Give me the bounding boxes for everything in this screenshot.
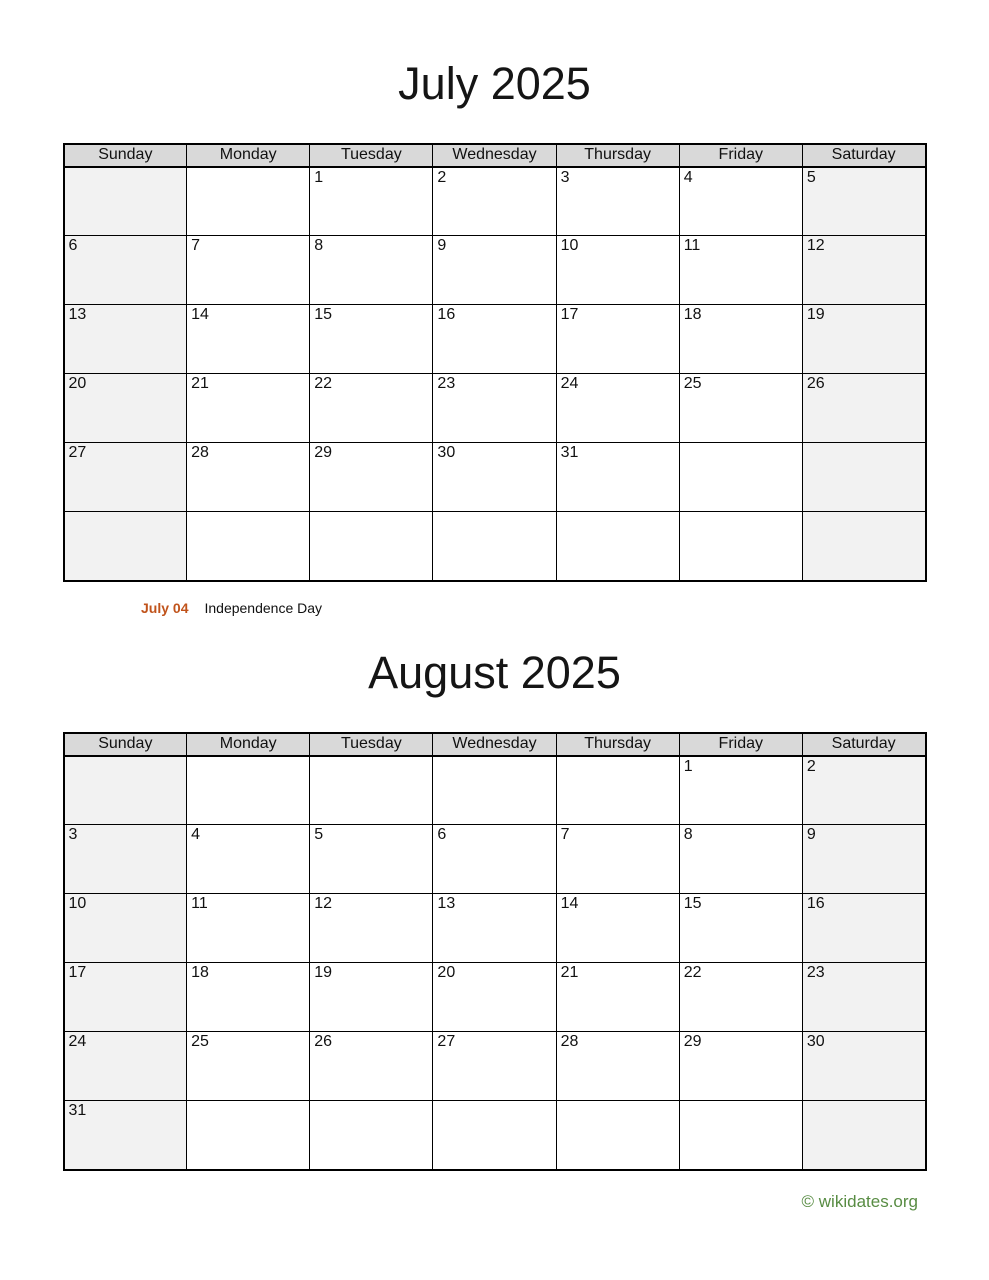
- day-header-wednesday: Wednesday: [433, 733, 556, 756]
- week-row: [64, 1101, 926, 1170]
- day-cell-august-9: 9: [802, 825, 925, 894]
- day-cell-july-31: 31: [556, 443, 679, 512]
- day-cell-july-8: 8: [310, 236, 433, 305]
- day-header-sunday: Sunday: [64, 733, 187, 756]
- day-cell-july-12: 12: [802, 236, 925, 305]
- day-cell-august-26: 26: [310, 1032, 433, 1101]
- day-cell-august-30: 30: [802, 1032, 925, 1101]
- day-header-sunday: Sunday: [64, 144, 187, 167]
- day-cell-empty: [556, 756, 679, 825]
- wikidates-footer-link[interactable]: © wikidates.org: [801, 1192, 918, 1211]
- day-cell-empty: [187, 756, 310, 825]
- day-cell-july-1: 1: [310, 167, 433, 236]
- day-cell-august-12: 12: [310, 894, 433, 963]
- week-row: [64, 443, 926, 512]
- day-cell-july-27: 27: [64, 443, 187, 512]
- day-cell-empty: [802, 443, 925, 512]
- day-cell-july-18: 18: [679, 305, 802, 374]
- august-calendar-table: [63, 732, 927, 1171]
- week-row: [64, 756, 926, 825]
- day-cell-august-3: 3: [64, 825, 187, 894]
- week-row: [64, 305, 926, 374]
- day-cell-august-6: 6: [433, 825, 556, 894]
- august-title: August 2025: [368, 646, 621, 698]
- day-cell-august-5: 5: [310, 825, 433, 894]
- day-cell-empty: [802, 512, 925, 581]
- day-cell-august-14: 14: [556, 894, 679, 963]
- day-cell-august-13: 13: [433, 894, 556, 963]
- week-row: [64, 236, 926, 305]
- day-cell-august-24: 24: [64, 1032, 187, 1101]
- day-cell-august-7: 7: [556, 825, 679, 894]
- day-header-thursday: Thursday: [556, 733, 679, 756]
- day-cell-empty: [802, 1101, 925, 1170]
- day-cell-empty: [310, 1101, 433, 1170]
- day-cell-empty: [556, 512, 679, 581]
- day-cell-august-18: 18: [187, 963, 310, 1032]
- note-event: Independence Day: [204, 599, 323, 616]
- day-cell-july-14: 14: [187, 305, 310, 374]
- july-calendar-table: [63, 143, 927, 582]
- week-row: [64, 374, 926, 443]
- day-cell-july-13: 13: [64, 305, 187, 374]
- day-cell-july-29: 29: [310, 443, 433, 512]
- day-header-saturday: Saturday: [802, 144, 925, 167]
- day-cell-july-3: 3: [556, 167, 679, 236]
- week-row: [64, 963, 926, 1032]
- day-cell-august-8: 8: [679, 825, 802, 894]
- day-cell-july-30: 30: [433, 443, 556, 512]
- day-header-wednesday: Wednesday: [433, 144, 556, 167]
- day-cell-july-9: 9: [433, 236, 556, 305]
- day-cell-empty: [433, 1101, 556, 1170]
- day-cell-empty: [64, 167, 187, 236]
- week-row: [64, 512, 926, 581]
- day-cell-empty: [64, 512, 187, 581]
- day-cell-july-6: 6: [64, 236, 187, 305]
- day-cell-august-17: 17: [64, 963, 187, 1032]
- day-cell-empty: [556, 1101, 679, 1170]
- day-cell-august-16: 16: [802, 894, 925, 963]
- day-cell-august-2: 2: [802, 756, 925, 825]
- day-cell-august-28: 28: [556, 1032, 679, 1101]
- day-cell-empty: [187, 512, 310, 581]
- day-header-row: [64, 733, 926, 756]
- day-cell-august-11: 11: [187, 894, 310, 963]
- day-cell-july-26: 26: [802, 374, 925, 443]
- day-header-row: [64, 144, 926, 167]
- day-cell-july-15: 15: [310, 305, 433, 374]
- day-cell-august-4: 4: [187, 825, 310, 894]
- day-cell-july-2: 2: [433, 167, 556, 236]
- day-cell-empty: [187, 167, 310, 236]
- day-cell-july-21: 21: [187, 374, 310, 443]
- day-cell-july-4: 4: [679, 167, 802, 236]
- day-cell-july-25: 25: [679, 374, 802, 443]
- day-cell-empty: [187, 1101, 310, 1170]
- day-header-friday: Friday: [679, 733, 802, 756]
- day-cell-july-10: 10: [556, 236, 679, 305]
- day-header-thursday: Thursday: [556, 144, 679, 167]
- day-cell-august-10: 10: [64, 894, 187, 963]
- day-header-tuesday: Tuesday: [310, 733, 433, 756]
- day-cell-empty: [679, 512, 802, 581]
- day-cell-august-25: 25: [187, 1032, 310, 1101]
- day-cell-empty: [433, 512, 556, 581]
- day-header-saturday: Saturday: [802, 733, 925, 756]
- day-cell-august-21: 21: [556, 963, 679, 1032]
- day-cell-july-22: 22: [310, 374, 433, 443]
- day-cell-july-19: 19: [802, 305, 925, 374]
- day-cell-august-15: 15: [679, 894, 802, 963]
- week-row: [64, 894, 926, 963]
- day-cell-empty: [310, 512, 433, 581]
- day-header-tuesday: Tuesday: [310, 144, 433, 167]
- day-cell-empty: [433, 756, 556, 825]
- week-row: [64, 825, 926, 894]
- day-cell-empty: [310, 756, 433, 825]
- day-cell-empty: [679, 1101, 802, 1170]
- day-cell-august-31: 31: [64, 1101, 187, 1170]
- day-cell-august-27: 27: [433, 1032, 556, 1101]
- day-cell-august-23: 23: [802, 963, 925, 1032]
- day-cell-august-19: 19: [310, 963, 433, 1032]
- week-row: [64, 1032, 926, 1101]
- week-row: [64, 167, 926, 236]
- day-cell-july-5: 5: [802, 167, 925, 236]
- day-cell-august-1: 1: [679, 756, 802, 825]
- day-cell-july-7: 7: [187, 236, 310, 305]
- day-cell-july-16: 16: [433, 305, 556, 374]
- holiday-note: [141, 600, 989, 617]
- day-cell-july-28: 28: [187, 443, 310, 512]
- day-header-monday: Monday: [187, 144, 310, 167]
- day-header-friday: Friday: [679, 144, 802, 167]
- day-cell-july-11: 11: [679, 236, 802, 305]
- day-cell-july-24: 24: [556, 374, 679, 443]
- day-cell-august-22: 22: [679, 963, 802, 1032]
- day-cell-july-23: 23: [433, 374, 556, 443]
- day-cell-august-29: 29: [679, 1032, 802, 1101]
- day-cell-empty: [679, 443, 802, 512]
- day-cell-august-20: 20: [433, 963, 556, 1032]
- day-cell-july-17: 17: [556, 305, 679, 374]
- day-header-monday: Monday: [187, 733, 310, 756]
- day-cell-empty: [64, 756, 187, 825]
- july-title: July 2025: [398, 58, 591, 109]
- day-cell-july-20: 20: [64, 374, 187, 443]
- note-date: July 04: [141, 599, 189, 616]
